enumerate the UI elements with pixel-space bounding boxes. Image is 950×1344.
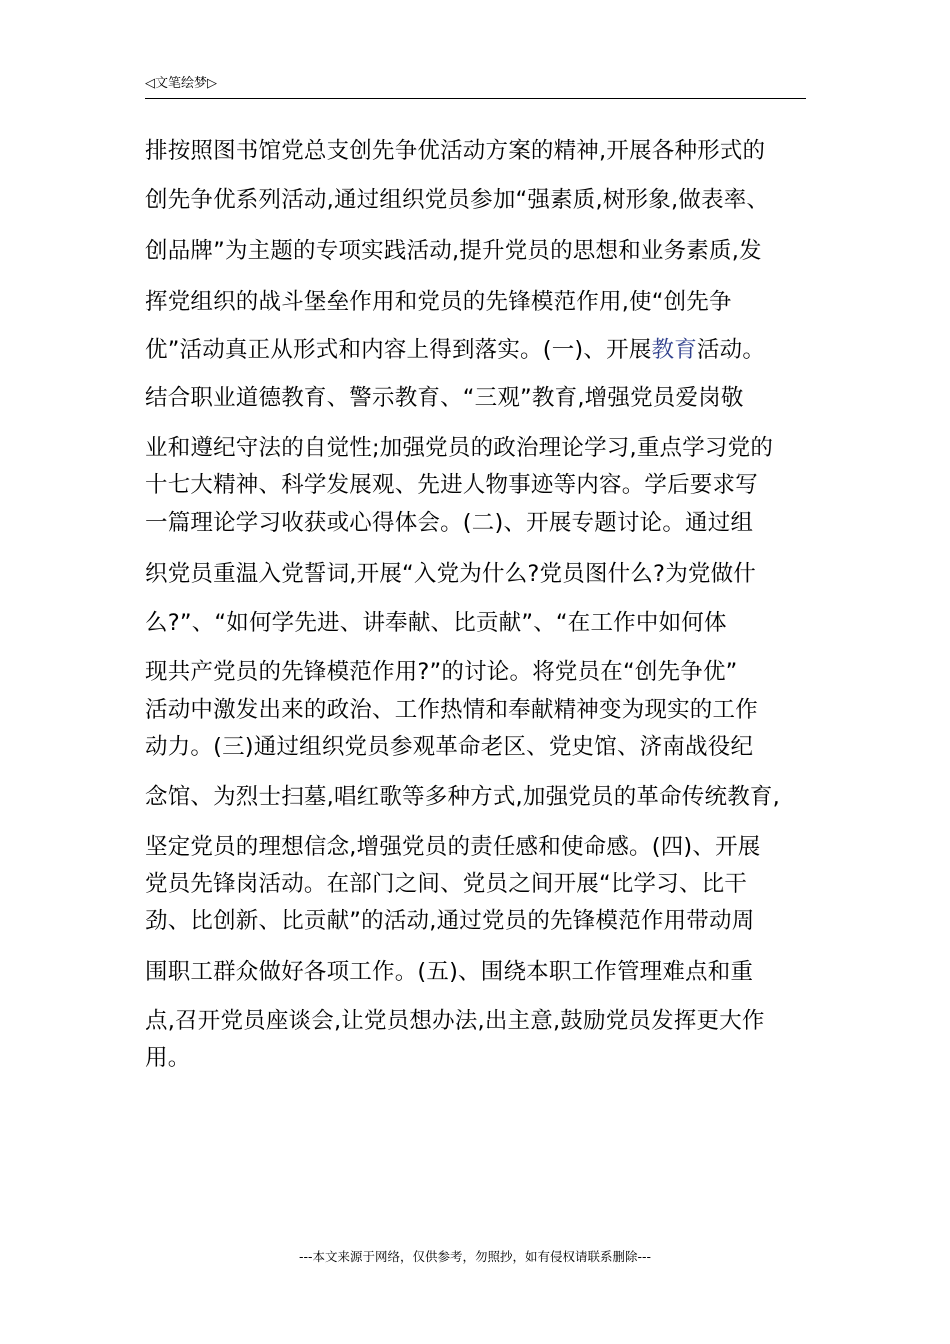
text-line-7: 业和遵纪守法的自觉性;加强党员的政治理论学习,重点学习党的 — [145, 435, 774, 461]
text-line-1: 排按照图书馆党总支创先争优活动方案的精神,开展各种形式的 — [145, 138, 766, 164]
text-line-13: 活动中激发出来的政治、工作热情和奉献精神变为现实的工作 — [145, 697, 758, 723]
text-line-17: 党员先锋岗活动。在部门之间、党员之间开展“比学习、比干 — [145, 871, 748, 897]
right-triangle-icon: ▷ — [207, 76, 218, 91]
text-line-19: 围职工群众做好各项工作。(五)、围绕本职工作管理难点和重 — [145, 959, 754, 985]
text-line-5-after: 活动。 — [696, 337, 766, 363]
text-line-5-before: 优”活动真正从形式和内容上得到落实。(一)、开展 — [145, 337, 652, 363]
text-line-15: 念馆、为烈士扫墓,唱红歌等多种方式,加强党员的革命传统教育, — [145, 784, 780, 810]
text-line-14: 动力。(三)通过组织党员参观革命老区、党史馆、济南战役纪 — [145, 734, 754, 760]
header-title: 文笔绘梦 — [155, 76, 208, 91]
text-line-11: 么?”、“如何学先进、讲奉献、比贡献”、“在工作中如何体 — [145, 610, 727, 636]
left-triangle-icon: ◁ — [145, 76, 155, 91]
text-line-20: 点,召开党员座谈会,让党员想办法,出主意,鼓励党员发挥更大作 — [145, 1008, 765, 1034]
text-line-12: 现共产党员的先锋模范作用?”的讨论。将党员在“创先争优” — [145, 659, 738, 685]
page-header — [145, 74, 806, 99]
page-footer: ---本文来源于网络，仅供参考，勿照抄，如有侵权请联系删除--- — [298, 1249, 652, 1264]
text-line-2: 创先争优系列活动,通过组织党员参加“强素质,树形象,做表率、 — [145, 187, 770, 213]
education-link[interactable]: 教育 — [651, 337, 697, 363]
text-line-6: 结合职业道德教育、警示教育、“三观”教育,增强党员爱岗敬 — [145, 385, 744, 411]
text-line-18: 劲、比创新、比贡献”的活动,通过党员的先锋模范作用带动周 — [145, 908, 755, 934]
text-line-8: 十七大精神、科学发展观、先进人物事迹等内容。学后要求写 — [145, 472, 758, 498]
text-line-21: 用。 — [145, 1045, 191, 1071]
text-line-3: 创品牌”为主题的专项实践活动,提升党员的思想和业务素质,发 — [145, 238, 762, 264]
text-line-5 — [145, 335, 765, 365]
text-line-16: 坚定党员的理想信念,增强党员的责任感和使命感。(四)、开展 — [145, 834, 761, 860]
text-line-9: 一篇理论学习收获或心得体会。(二)、开展专题讨论。通过组 — [145, 510, 754, 536]
text-line-10: 织党员重温入党誓词,开展“入党为什么?党员图什么?为党做什 — [145, 561, 756, 587]
text-line-4: 挥党组织的战斗堡垒作用和党员的先锋模范作用,使“创先争 — [145, 289, 732, 315]
